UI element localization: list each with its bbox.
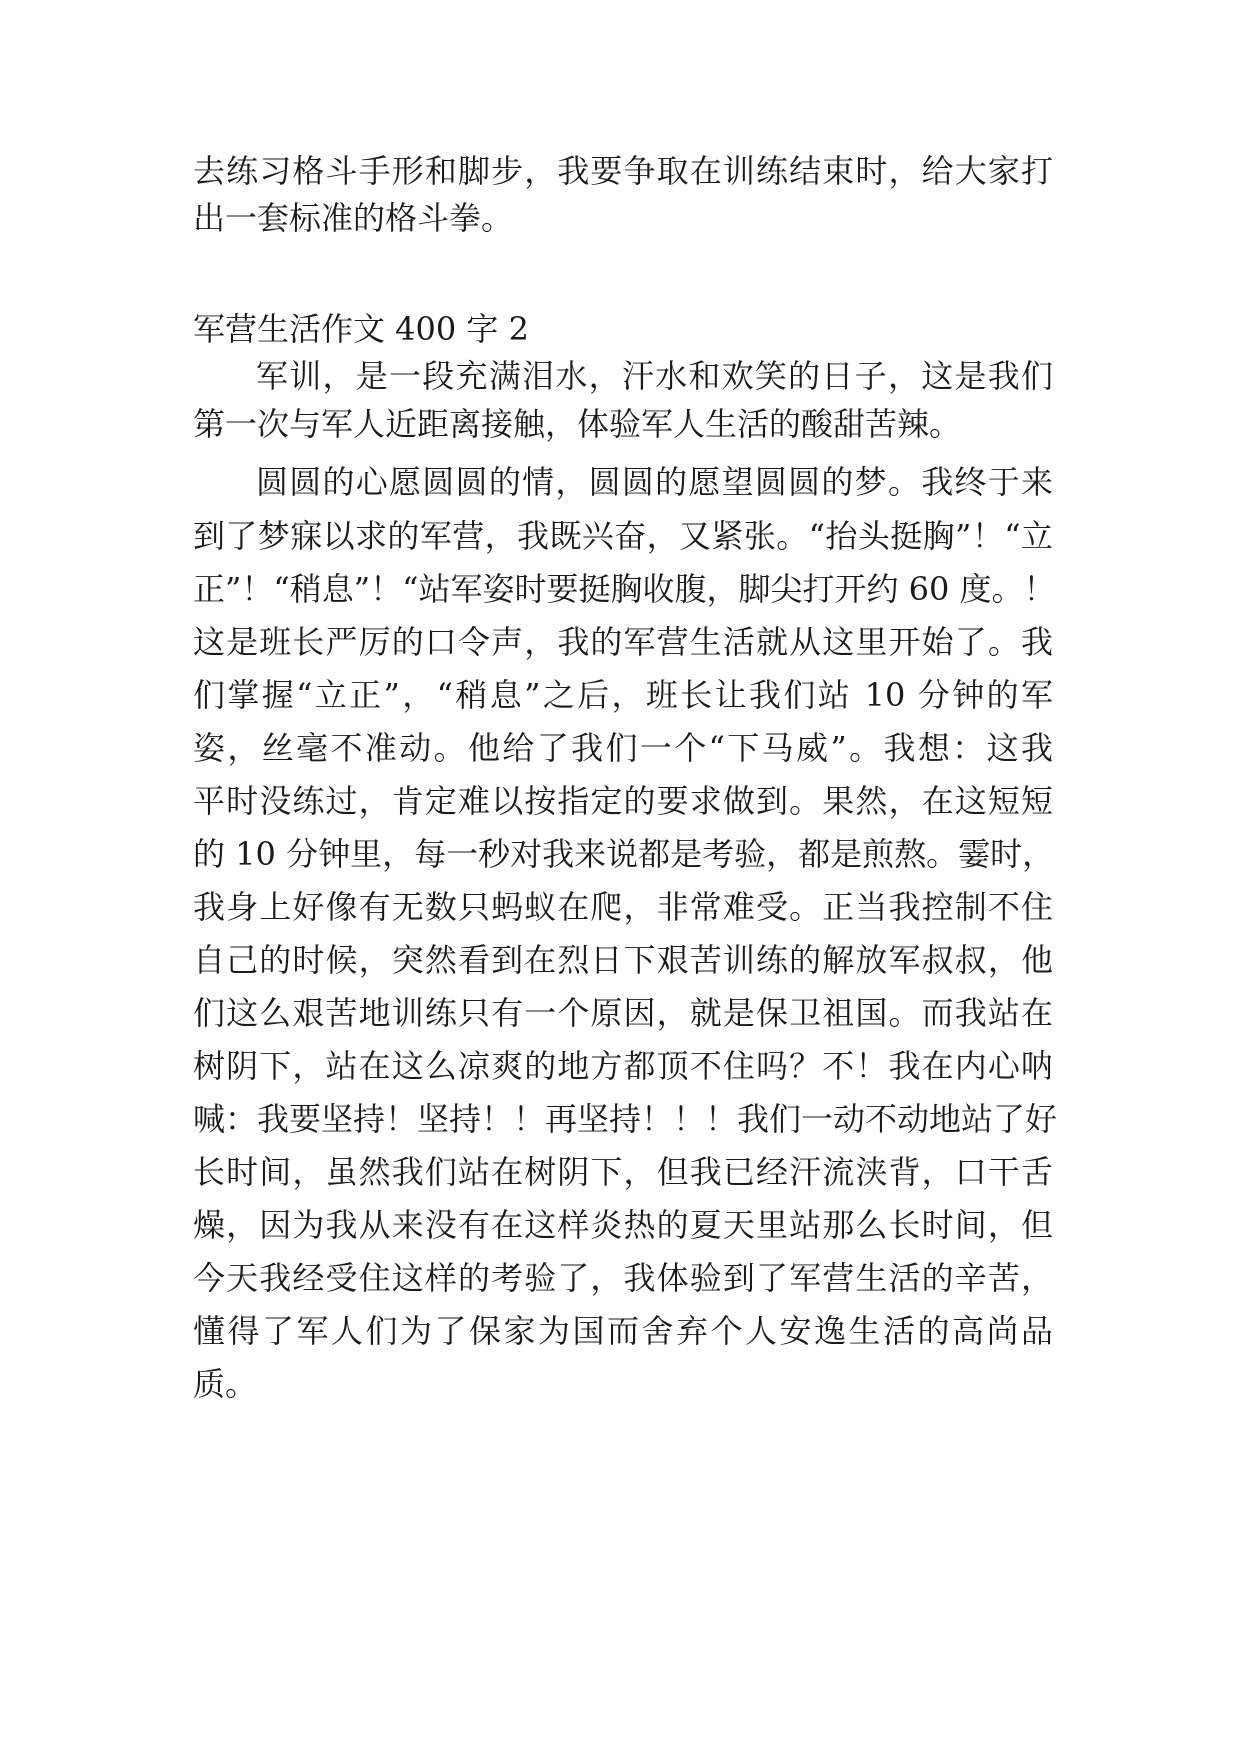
text-line: 圆圆的心愿圆圆的情，圆圆的愿望圆圆的梦。我终于来 <box>256 463 1053 501</box>
text-line: 今天我经受住这样的考验了，我体验到了军营生活的辛苦， <box>193 1259 1053 1297</box>
text-line: 第一次与军人近距离接触，体验军人生活的酸甜苦辣。 <box>193 405 962 443</box>
text-line: 们这么艰苦地训练只有一个原因，就是保卫祖国。而我站在 <box>193 994 1053 1032</box>
text-line: 出一套标准的格斗拳。 <box>193 199 514 237</box>
text-line: 喊：我要坚持！坚持！！再坚持！！！我们一动不动地站了好 <box>193 1100 1058 1138</box>
text-line: 去练习格斗手形和脚步，我要争取在训练结束时，给大家打 <box>193 152 1053 190</box>
text-line: 们掌握“立正”，“稍息”之后，班长让我们站 10 分钟的军 <box>193 676 1053 714</box>
text-line: 质。 <box>193 1365 258 1403</box>
text-line: 姿，丝毫不准动。他给了我们一个“下马威”。我想：这我 <box>193 729 1053 767</box>
text-line: 树阴下，站在这么凉爽的地方都顶不住吗？不！我在内心呐 <box>193 1047 1053 1085</box>
text-line: 燥，因为我从来没有在这样炎热的夏天里站那么长时间，但 <box>193 1206 1053 1244</box>
text-line: 的 10 分钟里，每一秒对我来说都是考验，都是煎熬。霎时， <box>193 835 1055 873</box>
text-line: 到了梦寐以求的军营，我既兴奋，又紧张。“抬头挺胸”！“立 <box>193 517 1053 555</box>
text-line: 我身上好像有无数只蚂蚁在爬，非常难受。正当我控制不住 <box>193 888 1053 926</box>
text-line: 自己的时候，突然看到在烈日下艰苦训练的解放军叔叔，他 <box>193 941 1053 979</box>
text-line: 懂得了军人们为了保家为国而舍弃个人安逸生活的高尚品 <box>193 1312 1053 1350</box>
text-line: 平时没练过，肯定难以按指定的要求做到。果然，在这短短 <box>193 782 1053 820</box>
section-heading: 军营生活作文 400 字 2 <box>193 310 529 348</box>
text-line: 正”！“稍息”！“站军姿时要挺胸收腹，脚尖打开约 60 度。！ <box>193 570 1056 608</box>
text-line: 军训，是一段充满泪水，汗水和欢笑的日子，这是我们 <box>256 357 1053 395</box>
text-line: 长时间，虽然我们站在树阴下，但我已经汗流浃背，口干舌 <box>193 1153 1053 1191</box>
text-line: 这是班长严厉的口令声，我的军营生活就从这里开始了。我 <box>193 623 1053 661</box>
